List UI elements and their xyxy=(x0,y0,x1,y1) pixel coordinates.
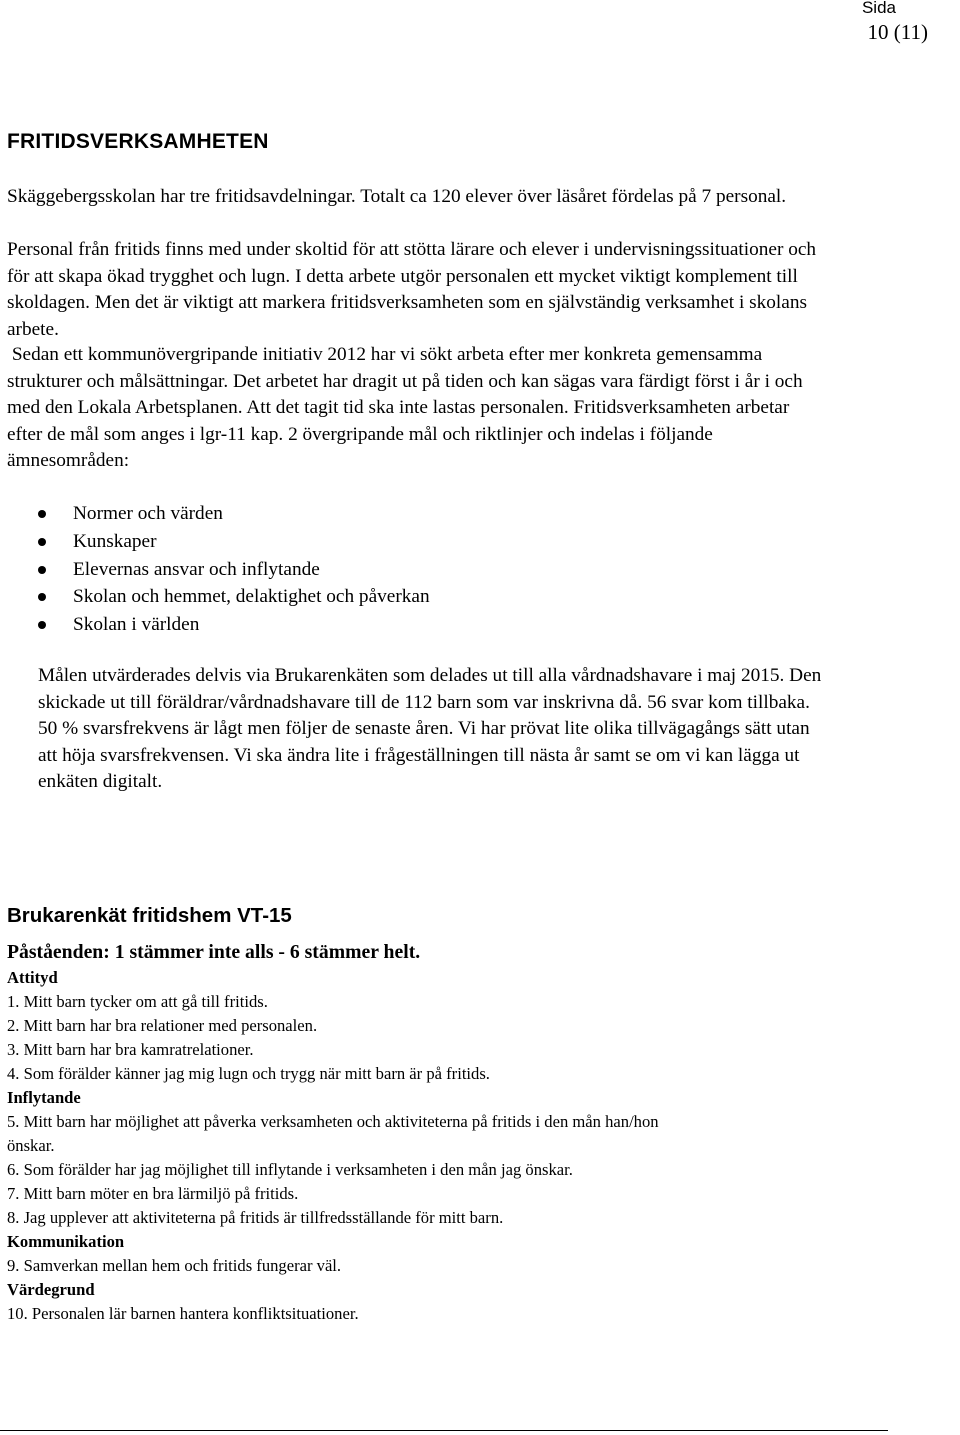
list-item xyxy=(38,611,430,639)
list-item-label: Elevernas ansvar och inflytande xyxy=(73,558,320,580)
bullet-icon xyxy=(38,621,46,629)
survey-title: Brukarenkät fritidshem VT-15 xyxy=(7,904,292,927)
question-item: 1. Mitt barn tycker om att gå till fritids. xyxy=(7,992,268,1011)
paragraph-initiative xyxy=(7,342,803,475)
section-title: FRITIDSVERKSAMHETEN xyxy=(7,130,269,153)
text-line: 50 % svarsfrekvens är lågt men följer de senaste åren. Vi har prövat lite olika tillvägagångs sätt utan xyxy=(38,718,810,739)
category-heading: Värdegrund xyxy=(7,1280,95,1299)
list-item-label: Skolan i världen xyxy=(73,614,200,636)
question-item: önskar. xyxy=(7,1136,55,1155)
text-line: enkäten digitalt. xyxy=(38,771,163,792)
question-item: 9. Samverkan mellan hem och fritids fungerar väl. xyxy=(7,1256,342,1275)
text-line: för att skapa ökad trygghet och lugn. I detta arbete utgör personalen ett mycket viktigt komplement till xyxy=(7,265,798,287)
claim-scale: Påståenden: 1 stämmer inte alls - 6 stämmer helt. xyxy=(7,941,421,963)
list-item-label: Skolan och hemmet, delaktighet och påverkan xyxy=(73,586,430,608)
text-line: skoldagen. Men det är viktigt att markera fritidsverksamheten som en självständig verksamhet i skolans xyxy=(7,292,807,313)
question-item: 4. Som förälder känner jag mig lugn och trygg när mitt barn är på fritids. xyxy=(7,1064,490,1083)
question-item: 7. Mitt barn möter en bra lärmiljö på fritids. xyxy=(7,1184,299,1203)
list-item xyxy=(38,528,430,556)
list-item xyxy=(38,500,430,528)
bullet-icon xyxy=(38,538,46,546)
intro-paragraph: Skäggebergsskolan har tre fritidsavdelningar. Totalt ca 120 elever över läsåret fördelas på 7 personal. xyxy=(7,186,787,207)
text-line: strukturer och målsättningar. Det arbetet har dragit ut på tiden och kan sägas vara färdigt först i år i och xyxy=(7,370,803,392)
list-item xyxy=(38,583,430,611)
text-line: efter de mål som anges i lgr-11 kap. 2 övergripande mål och riktlinjer och indelas i följande xyxy=(7,423,713,445)
list-item-label: Kunskaper xyxy=(73,530,157,552)
text-line: ämnesområden: xyxy=(7,450,130,471)
text-line: med den Lokala Arbetsplanen. Att det tagit tid ska inte lastas personalen. Fritidsverksamheten arbetar xyxy=(7,397,790,418)
question-item: 8. Jag upplever att aktiviteterna på fritids är tillfredsställande för mitt barn. xyxy=(7,1208,504,1227)
page-label: Sida xyxy=(861,0,896,17)
category-heading: Kommunikation xyxy=(7,1232,125,1251)
text-line: Personal från fritids finns med under skoltid för att stötta lärare och elever i undervisningssituationer och xyxy=(7,239,817,260)
category-heading: Inflytande xyxy=(7,1088,81,1107)
question-item: 2. Mitt barn har bra relationer med personalen. xyxy=(7,1016,318,1035)
question-item: 5. Mitt barn har möjlighet att påverka verksamheten och aktiviteterna på fritids i den mån han/hon xyxy=(7,1112,659,1131)
bullet-icon xyxy=(38,510,46,518)
paragraph-staff xyxy=(7,237,816,343)
subject-area-list xyxy=(38,500,430,639)
text-line: skickade ut till föräldrar/vårdnadshavare till de 112 barn som var inskrivna då. 56 svar kom tillbaka. xyxy=(38,691,810,713)
text-line: att höja svarsfrekvensen. Vi ska ändra lite i frågeställningen till nästa år samt se om vi kan lägga ut xyxy=(38,744,800,766)
paragraph-evaluation xyxy=(38,663,821,796)
text-line: Sedan ett kommunövergripande initiativ 2012 har vi sökt arbeta efter mer konkreta gemensamma xyxy=(7,344,763,365)
bullet-icon xyxy=(38,593,46,601)
text-line: Målen utvärderades delvis via Brukarenkäten som delades ut till alla vårdnadshavare i maj 2015. Den xyxy=(38,665,822,686)
page-number: 10 (11) xyxy=(867,20,928,44)
category-heading: Attityd xyxy=(7,968,58,987)
question-item: 3. Mitt barn har bra kamratrelationer. xyxy=(7,1040,254,1059)
list-item-label: Normer och värden xyxy=(73,503,223,524)
question-item: 10. Personalen lär barnen hantera konfliktsituationer. xyxy=(7,1304,359,1323)
list-item xyxy=(38,556,430,584)
bullet-icon xyxy=(38,566,46,574)
question-list xyxy=(7,966,659,1326)
footer-divider xyxy=(0,1430,888,1431)
text-line: arbete. xyxy=(7,318,59,340)
question-item: 6. Som förälder har jag möjlighet till inflytande i verksamheten i den mån jag önskar. xyxy=(7,1160,573,1179)
